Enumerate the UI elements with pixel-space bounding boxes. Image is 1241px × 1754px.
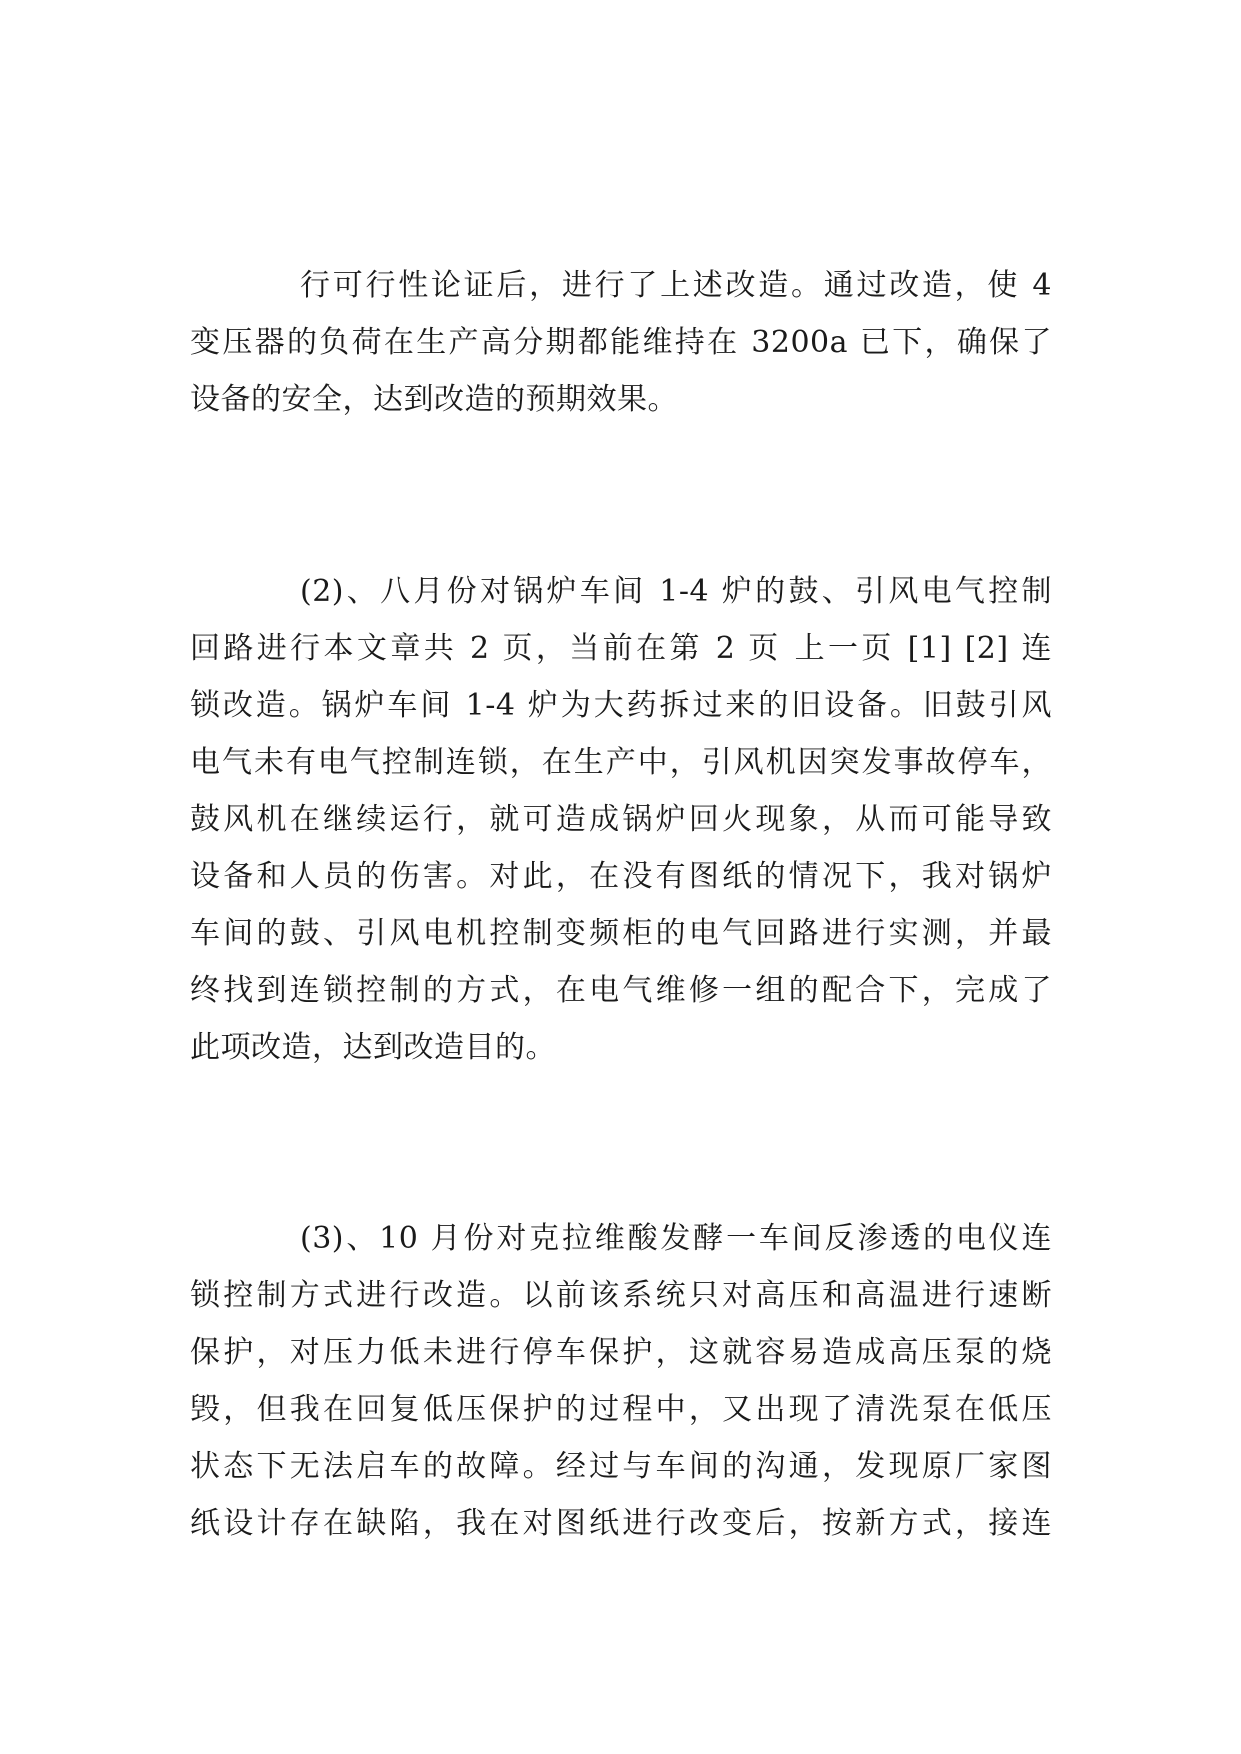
paragraph-3 (190, 1210, 1052, 1552)
text-line: 纸设计存在缺陷，我在对图纸进行改变后，按新方式，接连 (190, 1506, 1052, 1541)
text-line: 设备的安全，达到改造的预期效果。 (190, 382, 678, 417)
text-line: 终找到连锁控制的方式，在电气维修一组的配合下，完成了 (190, 973, 1052, 1008)
text-line: 设备和人员的伤害。对此，在没有图纸的情况下，我对锅炉 (190, 859, 1052, 894)
text-line: 回路进行本文章共 2 页，当前在第 2 页 上一页 [1] [2] 连 (190, 631, 1052, 666)
text-line: 毁，但我在回复低压保护的过程中，又出现了清洗泵在低压 (190, 1392, 1052, 1427)
text-line: 锁改造。锅炉车间 1-4 炉为大药拆过来的旧设备。旧鼓引风 (190, 688, 1052, 723)
text-line: 电气未有电气控制连锁，在生产中，引风机因突发事故停车， (190, 745, 1052, 780)
text-line: 保护，对压力低未进行停车保护，这就容易造成高压泵的烧 (190, 1335, 1052, 1370)
text-line: 变压器的负荷在生产高分期都能维持在 3200a 已下，确保了 (190, 325, 1052, 360)
paragraph-1 (190, 257, 1052, 428)
text-line: 此项改造，达到改造目的。 (190, 1030, 556, 1065)
text-line: 状态下无法启车的故障。经过与车间的沟通，发现原厂家图 (190, 1449, 1052, 1484)
text-line: 鼓风机在继续运行，就可造成锅炉回火现象，从而可能导致 (190, 802, 1052, 837)
text-line: 行可行性论证后，进行了上述改造。通过改造，使 4 (300, 268, 1052, 303)
text-line: (3)、10 月份对克拉维酸发酵一车间反渗透的电仪连 (300, 1221, 1052, 1256)
text-line: (2)、八月份对锅炉车间 1-4 炉的鼓、引风电气控制 (300, 574, 1052, 609)
text-line: 车间的鼓、引风电机控制变频柜的电气回路进行实测，并最 (190, 916, 1052, 951)
text-line: 锁控制方式进行改造。以前该系统只对高压和高温进行速断 (190, 1278, 1052, 1313)
paragraph-2 (190, 563, 1052, 1076)
